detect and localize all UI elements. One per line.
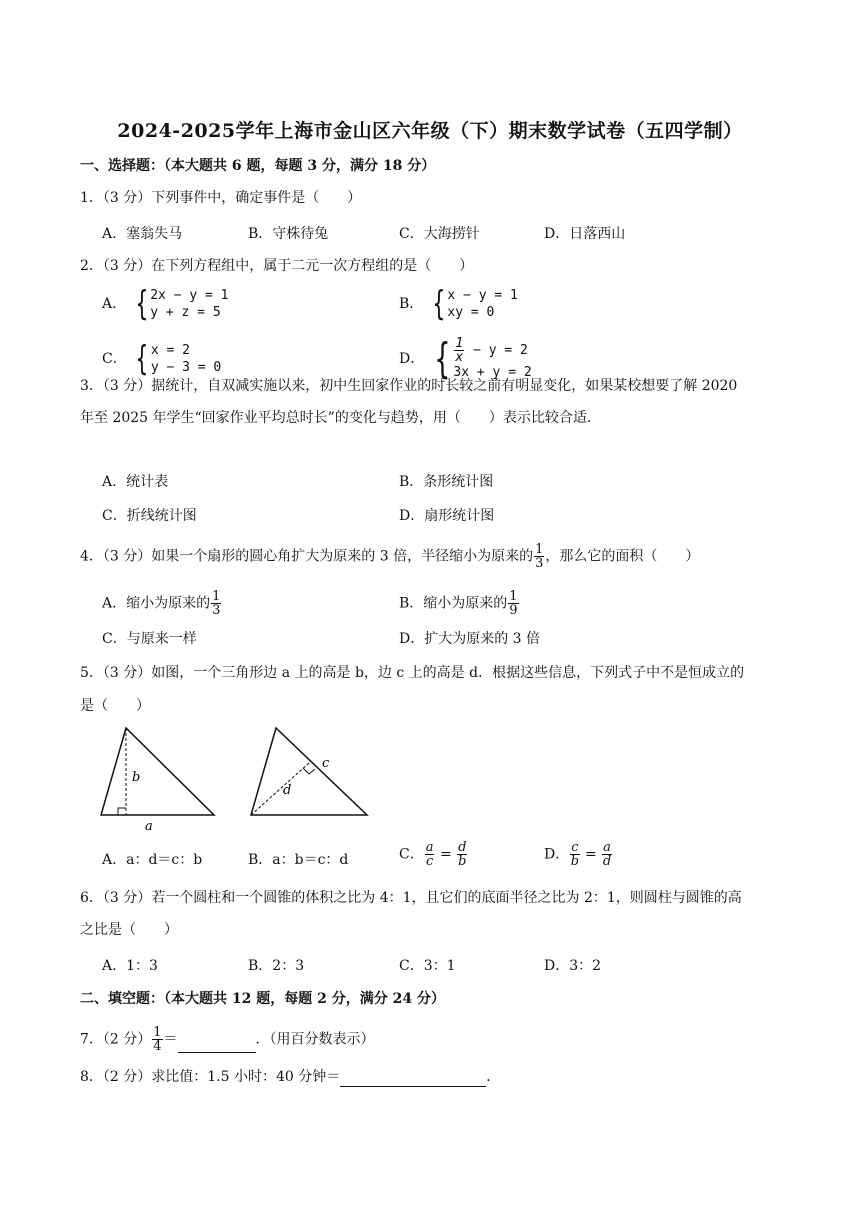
q4-option-a-text: A．缩小为原来的 [102,595,211,612]
exam-title: 2024-2025学年上海市金山区六年级（下）期末数学试卷（五四学制） [117,120,743,142]
q5-option-c-label: C． [399,846,424,863]
q6-option-a[interactable]: A．1：3 [102,958,158,974]
q5-d-left-den: b [570,854,580,869]
question-5-stem-line1: 5．（3 分）如图，一个三角形边 a 上的高是 b，边 c 上的高是 d．根据这些信息，下列式子中不是恒成立的 [80,665,745,681]
q5-c-left-num: a [425,840,434,855]
fig-label-d: d [283,783,292,798]
q4-option-a[interactable] [102,590,222,617]
section-fill-heading: 二、填空题：（本大题共 12 题，每题 2 分，满分 24 分） [80,991,445,1007]
question-3-stem-line1: 3．（3 分）据统计，自双减实施以来，初中生回家作业的时长较之前有明显变化，如果某校想要了解 2020 [80,378,738,394]
q7-prefix: 7．（2 分） [80,1031,152,1048]
q5-option-b[interactable]: B．a：b＝c：d [248,852,349,868]
question-7 [80,1026,780,1053]
q1-option-c[interactable]: C．大海捞针 [399,226,480,242]
question-1-stem: 1．（3 分）下列事件中，确定事件是（ ） [80,190,362,206]
q4-a-frac-num: 1 [212,589,221,604]
fig-label-c: c [322,756,330,771]
q5-d-eq: = [584,846,597,863]
question-4-stem [80,543,780,570]
q7-suffix: ．（用百分数表示） [255,1031,375,1048]
question-3-stem-line2: 年至 2025 年学生“回家作业平均总时长”的变化与趋势，用（ ）表示比较合适． [80,410,601,426]
q7-frac-num: 1 [153,1025,162,1040]
q4-b-frac-num: 1 [509,589,518,604]
q2-option-b[interactable] [399,284,518,324]
q2-a-eq1: 2x − y = 1 [150,288,229,303]
q5-c-right-den: b [458,854,467,869]
q2-option-d[interactable] [399,334,532,383]
q2-d-frac-den: x [455,350,464,365]
q2-d-eq2: 3x + y = 2 [453,365,532,380]
q3-option-a[interactable]: A．统计表 [102,474,169,490]
triangle-figure-2 [251,728,367,815]
q4-stem-frac-den: 3 [535,556,544,571]
q2-b-eq2: xy = 0 [447,305,495,320]
question-6-stem-line2: 之比是（ ） [80,922,178,938]
triangle-figure-1 [101,728,214,834]
q5-d-right-num: a [603,840,611,855]
q2-option-c[interactable] [102,339,222,379]
q4-stem-frac-num: 1 [535,542,544,557]
q3-option-d[interactable]: D．扇形统计图 [399,508,495,524]
q4-stem-end: ，那么它的面积（ ） [545,548,700,565]
q5-option-c[interactable] [399,841,468,868]
q5-d-right-den: d [602,854,612,869]
q5-d-left-num: c [571,840,579,855]
brace-icon: { [134,284,148,324]
q5-c-left-den: c [425,854,434,869]
question-6-stem-line1: 6．（3 分）若一个圆柱和一个圆锥的体积之比为 4：1，且它们的底面半径之比为 2：1，则圆柱与圆锥的高 [80,890,742,906]
q2-option-a[interactable] [102,284,229,324]
triangle-figures [96,722,376,834]
q6-option-b[interactable]: B．2：3 [248,958,305,974]
question-8 [80,1067,780,1087]
q4-option-c[interactable]: C．与原来一样 [102,631,197,647]
q5-option-d-label: D． [544,846,570,863]
brace-icon: { [434,334,451,383]
q8-suffix: ． [486,1069,501,1085]
q2-d-frac-num: 1 [455,336,464,351]
q2-a-eq2: y + z = 5 [150,305,221,320]
q7-frac-den: 4 [153,1039,162,1054]
fig-label-b: b [132,770,141,785]
q3-option-c[interactable]: C．折线统计图 [102,508,197,524]
section-choice-heading: 一、选择题：（本大题共 6 题，每题 3 分，满分 18 分） [80,158,436,174]
q2-d-eq1-rest: − y = 2 [465,343,528,358]
q5-c-right-num: d [458,840,467,855]
q6-option-c[interactable]: C．3：1 [399,958,456,974]
q4-option-d[interactable]: D．扩大为原来的 3 倍 [399,631,541,647]
q4-b-frac-den: 9 [509,603,518,618]
q5-option-d[interactable] [544,841,613,868]
q4-stem-text: 4．（3 分）如果一个扇形的圆心角扩大为原来的 3 倍，半径缩小为原来的 [80,548,534,565]
q8-answer-blank[interactable] [340,1072,486,1087]
brace-icon: { [432,284,446,324]
q2-c-eq1: x = 2 [150,343,190,358]
q1-option-b[interactable]: B．守株待兔 [248,226,329,242]
question-2-stem: 2．（3 分）在下列方程组中，属于二元一次方程组的是（ ） [80,258,474,274]
q2-option-a-label: A． [102,296,127,312]
q2-b-eq1: x − y = 1 [447,288,518,303]
brace-icon: { [135,339,149,379]
q1-option-a[interactable]: A．塞翁失马 [102,226,183,242]
q5-c-eq: = [439,846,452,863]
fig-label-a: a [145,819,153,834]
q4-option-b-text: B．缩小为原来的 [399,595,508,612]
q3-option-b[interactable]: B．条形统计图 [399,474,494,490]
q7-answer-blank[interactable] [178,1038,256,1053]
q8-prefix: 8．（2 分）求比值：1.5 小时：40 分钟＝ [80,1069,341,1085]
q2-option-c-label: C． [102,351,127,367]
q1-option-d[interactable]: D．日落西山 [544,226,626,242]
q4-option-b[interactable] [399,590,520,617]
q2-c-eq2: y − 3 = 0 [150,360,222,375]
q6-option-d[interactable]: D．3：2 [544,958,602,974]
q7-eq: ＝ [163,1031,178,1048]
q2-option-b-label: B． [399,296,424,312]
q2-option-d-label: D． [399,351,425,367]
q4-a-frac-den: 3 [212,603,221,618]
q5-option-a[interactable]: A．a：d＝c：b [102,852,203,868]
question-5-stem-line2: 是（ ） [80,698,150,714]
